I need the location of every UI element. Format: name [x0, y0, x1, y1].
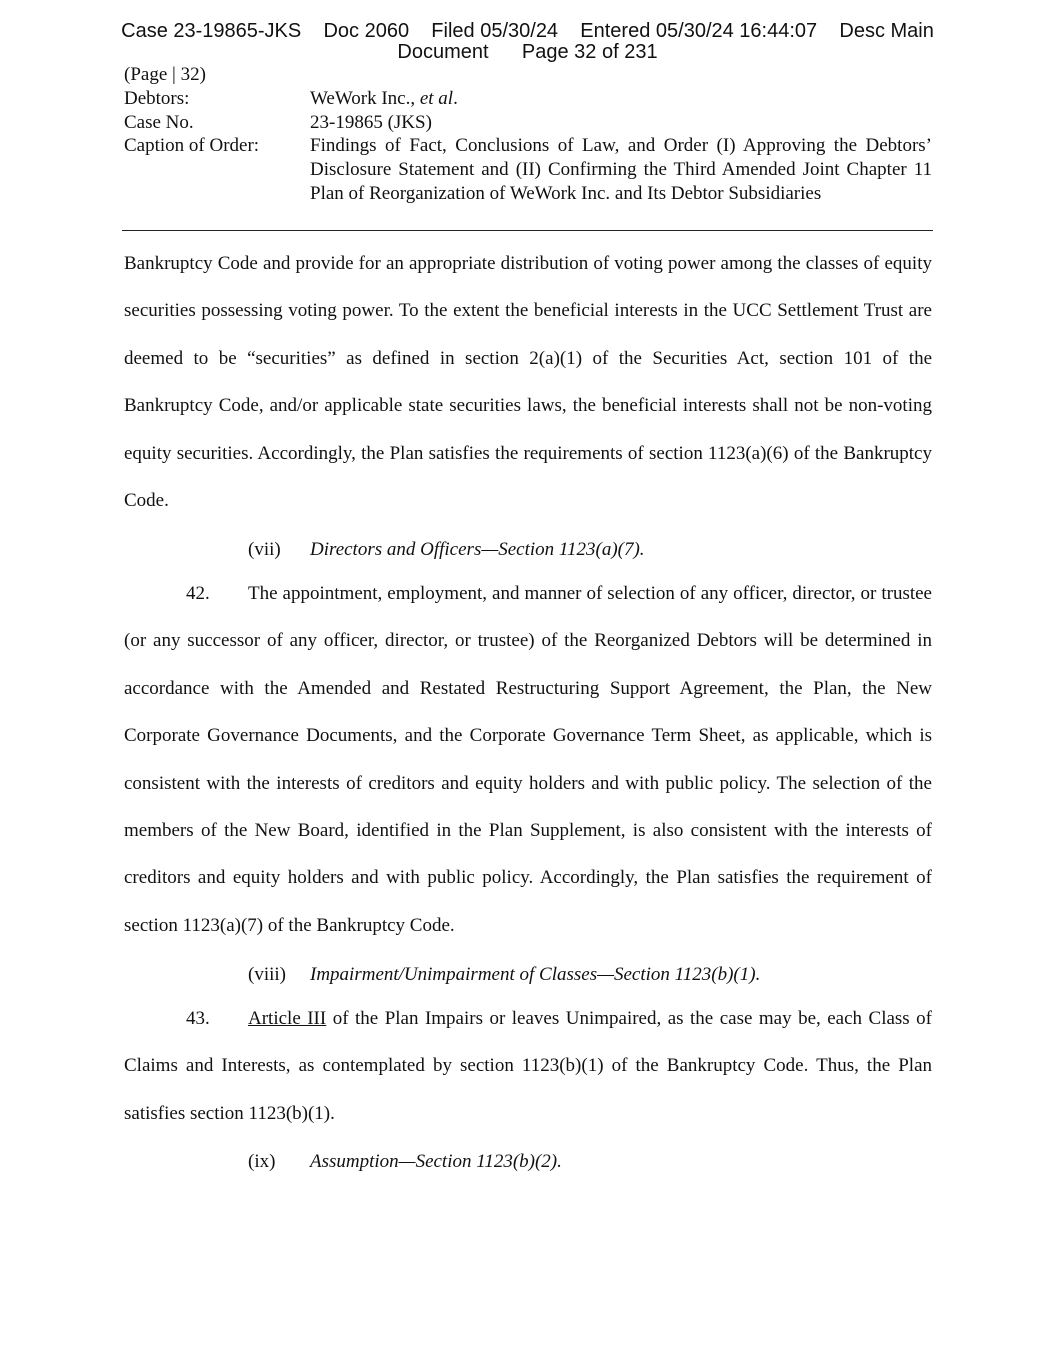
caption-case-row [124, 111, 932, 135]
section-heading-ix [248, 1150, 562, 1174]
caption-debtors-row [124, 87, 932, 111]
debtor-et-al: et al [419, 87, 454, 109]
filing-stamp-line-1: Case 23-19865-JKS Doc 2060 Filed 05/30/24 Entered 05/30/24 16:44:07 Desc Main [121, 20, 934, 42]
paragraph-42 [124, 570, 932, 949]
heading-ix-number: (ix) [248, 1151, 276, 1172]
caption-order-value: Findings of Fact, Conclusions of Law, and Order (I) Approving the Debtors’ Disclosure Statement and (II) Confirming the Third Amended Joint Chapter 11 Plan of Reorganization of WeWork Inc. and Its Debtor Subsidiaries [310, 135, 932, 204]
heading-viii-number: (viii) [248, 964, 286, 985]
section-heading-vii [248, 538, 645, 562]
paragraph-43-number: 43. [186, 1008, 210, 1029]
paragraph-43 [124, 995, 932, 1137]
caption-debtors-label: Debtors: [124, 87, 190, 109]
heading-vii-number: (vii) [248, 539, 281, 560]
caption-debtors-value [310, 87, 932, 111]
caption-page-ref: (Page | 32) [124, 64, 206, 85]
filing-stamp-line-2: Document Page 32 of 231 [397, 41, 658, 63]
article-iii-reference: Article III [248, 1008, 327, 1029]
section-heading-viii [248, 963, 760, 987]
paragraph-42-number: 42. [186, 583, 210, 604]
caption-page-row [124, 63, 932, 87]
caption-divider [122, 230, 933, 231]
debtor-name: WeWork Inc., [310, 87, 420, 109]
caption-case-value: 23-19865 (JKS) [310, 111, 432, 133]
caption-order-label: Caption of Order: [124, 135, 260, 157]
continuation-paragraph: Bankruptcy Code and provide for an appropriate distribution of voting power among the classes of equity securities possessing voting power. To the extent the beneficial interests in the UCC Settlement Trust are deemed to be “securities” as defined in section 2(a)(1) of the Securities Act, section 101 of the Bankruptcy Code, and/or applicable state securities laws, the beneficial interests shall not be non-voting equity securities. Accordingly, the Plan satisfies the requirements of section 1123(a)(6) of the Bankruptcy Code. [124, 253, 932, 512]
heading-viii-title: Impairment/Unimpairment of Classes—Section 1123(b)(1). [310, 964, 761, 985]
heading-vii-title: Directors and Officers—Section 1123(a)(7). [310, 539, 645, 560]
heading-ix-title: Assumption—Section 1123(b)(2). [310, 1151, 562, 1172]
paragraph-43-text: of the Plan Impairs or leaves Unimpaired, as the case may be, each Class of Claims and Interests, as contemplated by section 1123(b)(1) of the Bankruptcy Code. Thus, the Plan satisfies section 1123(b)(1). [124, 1008, 932, 1124]
order-caption-block [124, 63, 932, 206]
debtor-period: . [453, 87, 458, 109]
paragraph-42-text: The appointment, employment, and manner of selection of any officer, director, or trustee (or any successor of any officer, director, or trustee) of the Reorganized Debtors will be determined in accordance with the Amended and Restated Restructuring Support Agreement, the Plan, the New Corporate Governance Documents, and the Corporate Governance Term Sheet, as applicable, which is consistent with the interests of creditors and equity holders and with public policy. The selection of the members of the New Board, identified in the Plan Supplement, is also consistent with the interests of creditors and equity holders and with public policy. Accordingly, the Plan satisfies the requirement of section 1123(a)(7) of the Bankruptcy Code. [124, 583, 932, 936]
caption-case-label: Case No. [124, 111, 194, 133]
caption-order-row [124, 134, 932, 205]
